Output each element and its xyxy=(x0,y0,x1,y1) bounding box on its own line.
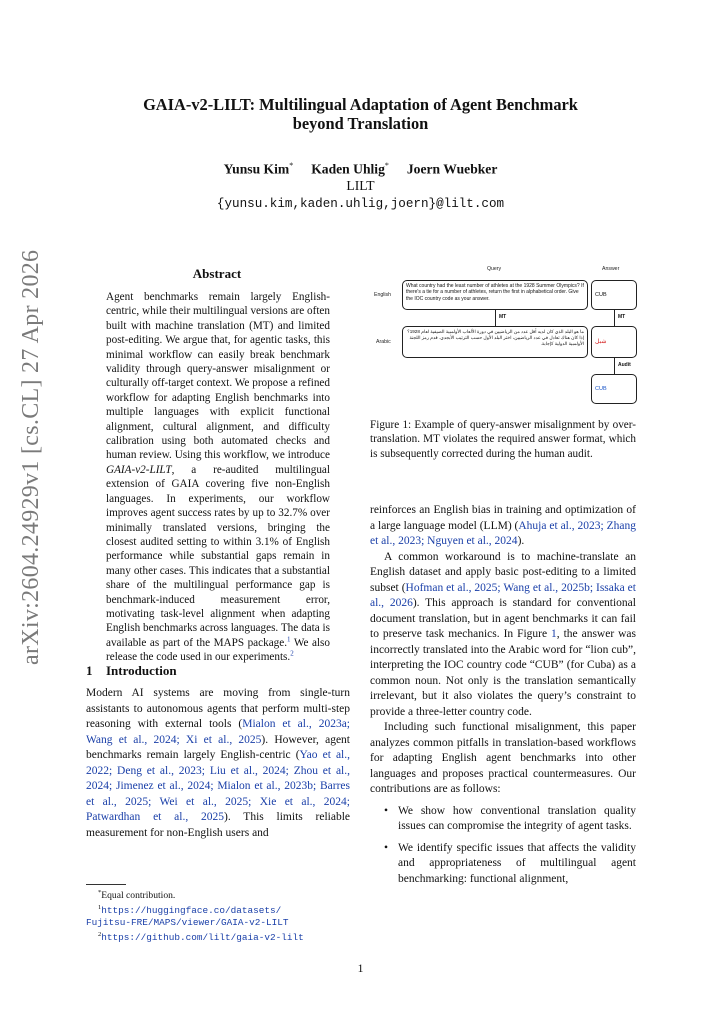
arabic-answer-fixed-box: CUB xyxy=(591,374,637,404)
list-item: • We show how conventional translation quality issues can compromise the integrity of agent tasks. xyxy=(370,804,636,835)
arabic-query-box: ما هو البلد الذي كان لديه أقل عدد من الرياضيين في دورة الألعاب الأولمبية الصيفية لعام 1928؟ إذا كان هناك تعادل في عدد الرياضيين، اختر البلد الأول حسب الترتيب الأبجدي. قدم رمز اللجنة الأولمبية الدولية كإجابة. xyxy=(402,326,588,358)
query-label: Query xyxy=(487,266,502,272)
footnotes: *Equal contribution. $^1$https://huggingface.co/datasets/ Fujitsu-FRE/MAPS/viewer/GAIA-v2-LILT $^2$https://github.com/lilt/gaia-v2-lilt xyxy=(86,889,304,943)
author-mark: * xyxy=(384,161,389,170)
arabic-answer-wrong-box: شبل xyxy=(591,326,637,358)
page-number: 1 xyxy=(357,961,364,975)
arabic-label: Arabic xyxy=(376,339,391,345)
paragraph: reinforces an English bias in training and optimization of a large language model (LLM) (Ahuja et al., 2023; Zhang et al., 2023; Nguyen et al., 2024). xyxy=(370,504,636,547)
answer-label: Answer xyxy=(602,266,620,272)
citation-link[interactable]: Ahuja et al., 2023; Zhang et al., 2023; Nguyen et al., 2024 xyxy=(370,519,636,547)
mt-connector-right xyxy=(614,310,615,326)
mt-label-left: MT xyxy=(499,314,507,320)
mt-connector-left xyxy=(495,310,496,326)
introduction-right-column xyxy=(370,503,636,893)
paper-title xyxy=(90,95,631,133)
citation-link[interactable]: Hofman et al., 2025; Wang et al., 2025b; Issaka et al., 2026 xyxy=(370,581,636,609)
abstract-text: Agent benchmarks remain largely English-centric, while their multilingual versions are often built with machine translation (MT) and limited post-editing. We argue that, for agentic tasks, this minimal workflow can easily break benchmark validity through query-answer misalignment or culturally off-target context. We propose a refined workflow for adapting English benchmarks into multiple languages with explicit functional alignment, cultural alignment, and difficulty calibration using both automated checks and human review. Using this workflow, we introduce GAIA-v2-LILT, a re-audited multilingual extension of GAIA covering five non-English languages. In experiments, our workflow improves agent success rates by up to 32.7% over minimally translated versions, bringing the closest audited setting to within 3.1% of English performance while substantial gaps remain in many other cases. This indicates that a substantial share of the multilingual performance gap is benchmark-induced measurement error, motivating task-level alignment when adapting English benchmarks across languages. The data is available as part of the MAPS package.$^1$ We also release the code used in our experiments.$^2$ xyxy=(106,291,330,664)
footnote-url-1-cont[interactable]: Fujitsu-FRE/MAPS/viewer/GAIA-v2-LILT xyxy=(86,916,289,928)
author-name: Joern Wuebker xyxy=(406,161,498,177)
footnote-ref[interactable]: 2 xyxy=(290,649,294,658)
author-name: Kaden Uhlig xyxy=(311,161,385,177)
list-item: • We identify specific issues that affects the validity and appropriateness of multilingual agent benchmarking: functional alignment, xyxy=(370,841,636,888)
citation-link[interactable]: Mialon et al., 2023a; Wang et al., 2024; Xi et al., 2025 xyxy=(86,718,350,746)
introduction-left-column: Modern AI systems are moving from single-turn assistants to autonomous agents that perform multi-step reasoning with external tools (Mialon et al., 2023a; Wang et al., 2024; Xi et al., 2025). However, agent benchmarks remain largely English-centric (Yao et al., 2022; Deng et al., 2023; Liu et al., 2024; Zhou et al., 2024; Jimenez et al., 2024; Mialon et al., 2023b; Barres et al., 2025; Wei et al., 2025; Xie et al., 2024; Patwardhan et al., 2025). This limits reliable measurement for non-English users and xyxy=(86,687,351,839)
english-answer-box: CUB xyxy=(591,280,637,310)
mt-label-right: MT xyxy=(618,314,626,320)
title-line-1: GAIA-v2-LILT: Multilingual Adaptation of Agent Benchmark xyxy=(143,95,578,114)
author-mark: * xyxy=(289,161,294,170)
english-label: English xyxy=(374,292,392,298)
author-emails: {yunsu.kim,kaden.uhlig,joern}@lilt.com xyxy=(216,197,505,211)
author-list xyxy=(90,161,631,178)
contribution-list xyxy=(370,804,636,888)
section-heading-introduction: 1 Introduction xyxy=(86,663,177,678)
footnote-rule xyxy=(86,884,126,885)
citation-link[interactable]: Yao et al., 2022; Deng et al., 2023; Liu et al., 2024; Zhou et al., 2024; Jimenez et al., 2024; Mialon et al., 2023b; Barres et al., 2025; Wei et al., 2025; Xie et al., 2024; Patwardhan et al., 2025 xyxy=(86,749,351,823)
paragraph: A common workaround is to machine-translate an English dataset and apply basic post-editing to a limited subset (Hofman et al., 2025; Wang et al., 2025b; Issaka et al., 2026). This approach is standard for conventional document translation, but in agent benchmarks it can fail to preserve task mechanics. In Figure 1, the answer was incorrectly translated into the Arabic word for “lion cub”, interpreting the IOC country code “CUB” (for Cuba) as a common noun. Not only is the translation semantically irrelevant, but it also violates the query’s constraint to provide a three-letter country code. xyxy=(370,550,636,718)
affiliation: LILT xyxy=(346,178,375,193)
audit-connector xyxy=(614,358,615,374)
footnote-url-1[interactable]: https://huggingface.co/datasets/ xyxy=(101,905,282,917)
figure-caption: Figure 1: Example of query-answer misalignment by over-translation. MT violates the required answer format, which is subsequently corrected during the human audit. xyxy=(370,419,636,460)
title-line-2: beyond Translation xyxy=(292,114,429,133)
author-name: Yunsu Kim xyxy=(223,161,290,177)
abstract-heading: Abstract xyxy=(192,266,242,281)
figure-1 xyxy=(370,262,642,407)
english-query-box: What country had the least number of athletes at the 1928 Summer Olympics? If there's a tie for a number of athletes, return the first in alphabetical order. Give the IOC country code as your answer. xyxy=(402,280,588,310)
paragraph: Including such functional misalignment, this paper analyzes common pitfalls in translation-based workflows for adapting English agent benchmarks into other languages and proposes practical countermeasures. Our contributions are as follows: xyxy=(370,721,636,795)
footnote-url-2[interactable]: https://github.com/lilt/gaia-v2-lilt xyxy=(101,931,304,943)
audit-label: Audit xyxy=(618,362,631,368)
figure-ref-link[interactable]: 1 xyxy=(551,628,557,640)
footnote-ref[interactable]: 1 xyxy=(287,635,291,644)
equal-contribution-note: Equal contribution. xyxy=(101,890,176,902)
dataset-name: GAIA-v2-LILT xyxy=(106,463,172,476)
